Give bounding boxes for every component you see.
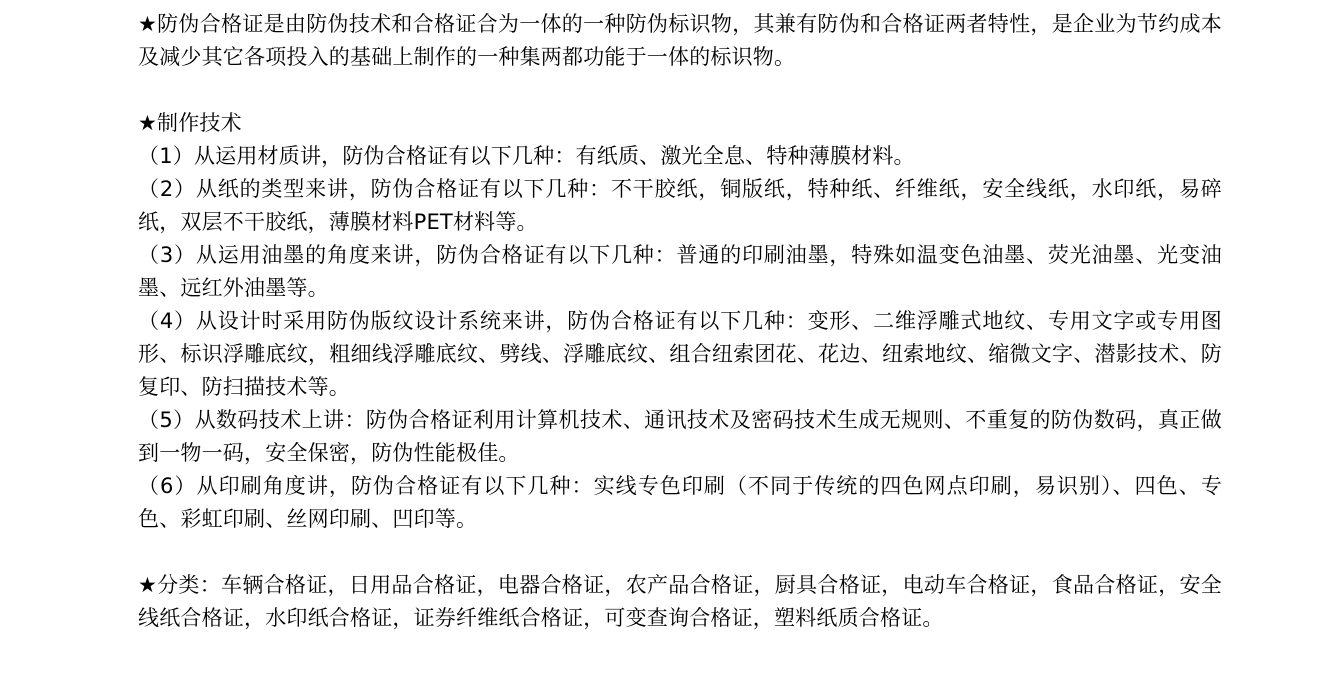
list-item-paper-type: （2）从纸的类型来讲，防伪合格证有以下几种：不干胶纸，铜版纸，特种纸、纤维纸，安全线纸，水印纸，易碎纸，双层不干胶纸，薄膜材料PET材料等。: [138, 177, 1222, 234]
heading-production-technology: ★制作技术: [138, 111, 242, 135]
list-item-printing: （6）从印刷角度讲，防伪合格证有以下几种：实线专色印刷（不同于传统的四色网点印刷，易识别）、四色、专色、彩虹印刷、丝网印刷、凹印等。: [138, 474, 1222, 531]
list-item-ink: （3）从运用油墨的角度来讲，防伪合格证有以下几种：普通的印刷油墨，特殊如温变色油墨、荧光油墨、光变油墨、远红外油墨等。: [138, 243, 1222, 300]
paragraph-spacer: [138, 74, 1222, 107]
paragraph-classification: ★分类：车辆合格证，日用品合格证，电器合格证，农产品合格证，厨具合格证，电动车合格证，食品合格证，安全线纸合格证，水印纸合格证，证券纤维纸合格证，可变查询合格证，塑料纸质合格证。: [138, 573, 1222, 630]
list-item-pattern-design: （4）从设计时采用防伪版纹设计系统来讲，防伪合格证有以下几种：变形、二维浮雕式地纹、专用文字或专用图形、标识浮雕底纹，粗细线浮雕底纹、劈线、浮雕底纹、组合纽索团花、花边、纽索地纹、缩微文字、潜影技术、防复印、防扫描技术等。: [138, 309, 1222, 399]
list-item-digital-technology: （5）从数码技术上讲：防伪合格证利用计算机技术、通讯技术及密码技术生成无规则、不重复的防伪数码，真正做到一物一码，安全保密，防伪性能极佳。: [138, 408, 1222, 465]
document-body: [138, 8, 1222, 635]
paragraph-intro: ★防伪合格证是由防伪技术和合格证合为一体的一种防伪标识物，其兼有防伪和合格证两者特性，是企业为节约成本及减少其它各项投入的基础上制作的一种集两都功能于一体的标识物。: [138, 12, 1222, 69]
paragraph-spacer-2: [138, 536, 1222, 569]
list-item-material: （1）从运用材质讲，防伪合格证有以下几种：有纸质、激光全息、特种薄膜材料。: [138, 144, 915, 168]
